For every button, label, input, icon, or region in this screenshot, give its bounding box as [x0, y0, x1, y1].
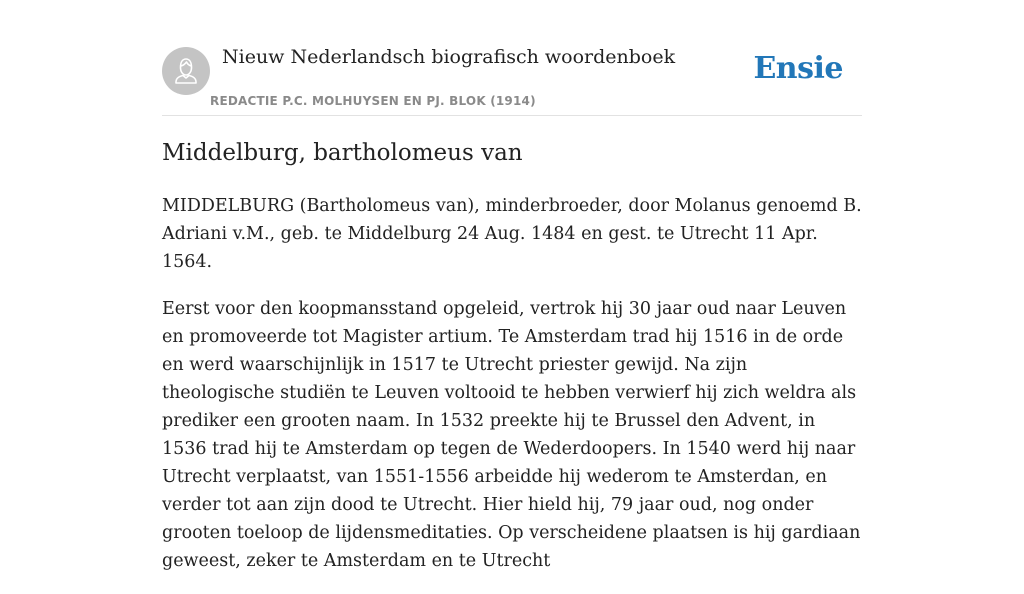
entry-body	[162, 192, 862, 594]
brand-logo[interactable]: Ensie	[753, 51, 843, 86]
source-title[interactable]: Nieuw Nederlandsch biografisch woordenboek	[222, 46, 676, 68]
user-silhouette-icon	[162, 47, 210, 95]
entry-title: Middelburg, bartholomeus van	[162, 140, 523, 166]
source-header	[162, 46, 862, 116]
avatar[interactable]	[162, 47, 210, 95]
entry-paragraph: MIDDELBURG (Bartholomeus van), minderbroeder, door Molanus genoemd B. Adriani v.M., geb. te Middelburg 24 Aug. 1484 en gest. te Utrecht 11 Apr. 1564.	[162, 196, 862, 272]
source-editors: REDACTIE P.C. MOLHUYSEN EN PJ. BLOK (1914)	[210, 94, 536, 108]
header-divider	[162, 115, 862, 116]
entry-paragraph: Eerst voor den koopmansstand opgeleid, vertrok hij 30 jaar oud naar Leuven en promoveerde tot Magister artium. Te Amsterdam trad hij 1516 in de orde en werd waarschijnlijk in 1517 te Utrecht priester gewijd. Na zijn theologische studiën te Leuven voltooid te hebben verwierf hij zich weldra als prediker een grooten naam. In 1532 preekte hij te Brussel den Advent, in 1536 trad hij te Amsterdam op tegen de Wederdoopers. In 1540 werd hij naar Utrecht verplaatst, van 1551-1556 arbeidde hij wederom te Amsterdan, en verder tot aan zijn dood te Utrecht. Hier hield hij, 79 jaar oud, nog onder grooten toeloop de lijdensmeditaties. Op verscheidene plaatsen is hij gardiaan geweest, zeker te Amsterdam en te Utrecht	[162, 299, 861, 571]
